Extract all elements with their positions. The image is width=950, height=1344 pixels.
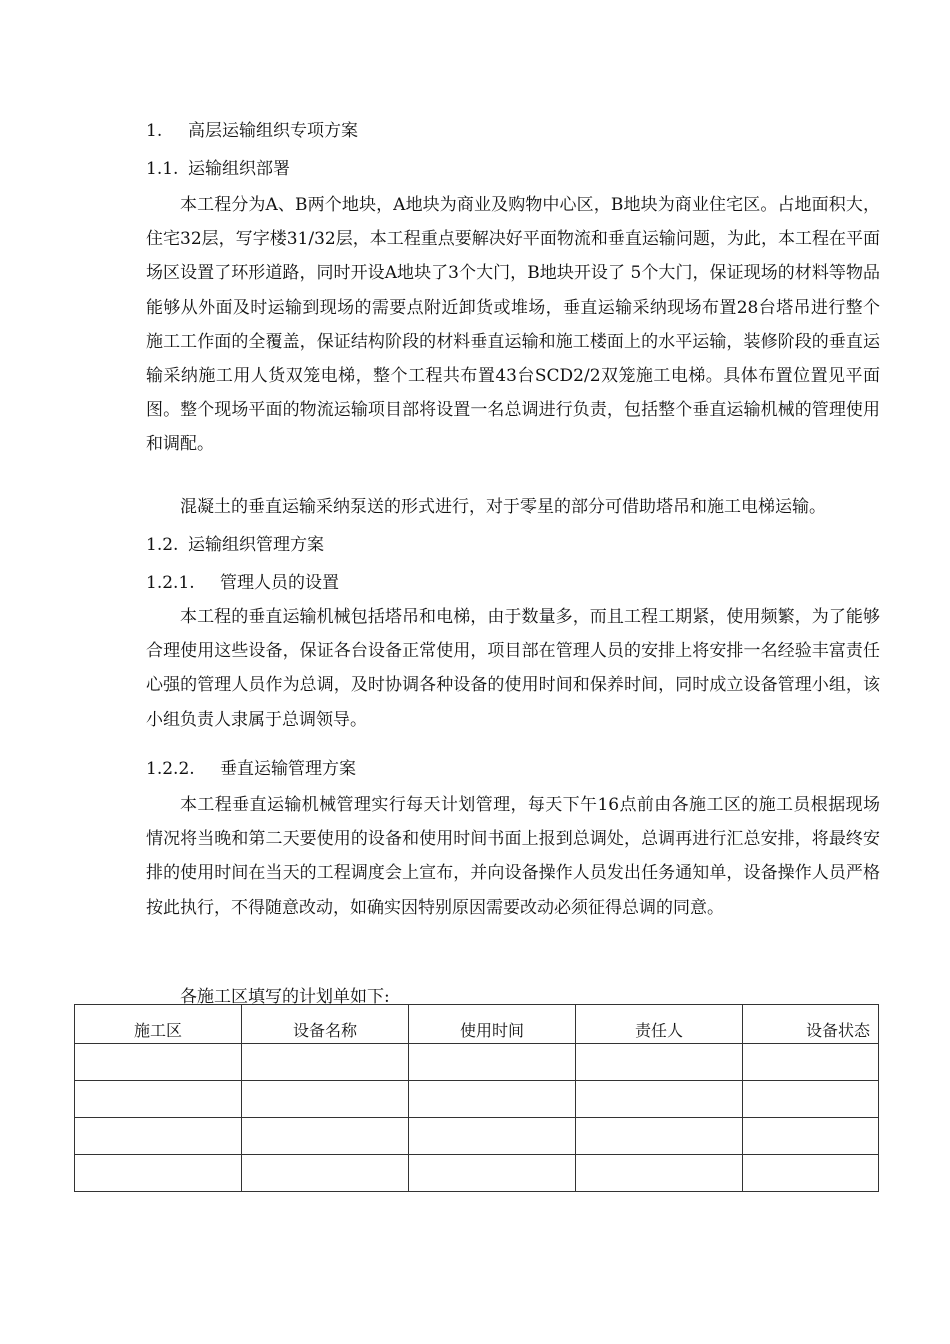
heading-section-1-2-2 <box>146 758 356 780</box>
table-cell <box>576 1081 743 1118</box>
table-cell <box>409 1118 576 1155</box>
table-cell <box>242 1155 409 1192</box>
column-header: 设备状态 <box>743 1005 879 1044</box>
table-cell <box>409 1044 576 1081</box>
table-cell <box>409 1155 576 1192</box>
column-header: 施工区 <box>75 1005 242 1044</box>
table-cell <box>743 1081 879 1118</box>
heading-number: 1.2.2. <box>146 759 195 779</box>
table-cell <box>576 1118 743 1155</box>
heading-section-1-2-1 <box>146 572 339 594</box>
heading-title: 管理人员的设置 <box>220 573 339 593</box>
heading-number: 1.2.1. <box>146 573 195 593</box>
heading-title: 运输组织部署 <box>188 159 290 179</box>
heading-number: 1.1. <box>146 159 179 179</box>
table-cell <box>743 1155 879 1192</box>
heading-number: 1.2. <box>146 535 179 555</box>
table-cell <box>743 1044 879 1081</box>
paragraph-personnel: 本工程的垂直运输机械包括塔吊和电梯，由于数量多，而且工程工期紧，使用频繁，为了能够合理使用这些设备，保证各台设备正常使用，项目部在管理人员的安排上将安排一名经验丰富责任心强的管理人员作为总调，及时协调各种设备的使用时间和保养时间，同时成立设备管理小组，该小组负责人隶属于总调领导。 <box>146 607 880 730</box>
table-cell <box>75 1155 242 1192</box>
column-header: 责任人 <box>576 1005 743 1044</box>
table-row <box>75 1081 879 1118</box>
column-header: 使用时间 <box>409 1005 576 1044</box>
table-cell <box>242 1118 409 1155</box>
heading-section-1 <box>146 120 358 142</box>
column-header: 设备名称 <box>242 1005 409 1044</box>
paragraph-concrete: 混凝土的垂直运输采纳泵送的形式进行，对于零星的部分可借助塔吊和施工电梯运输。 <box>180 497 826 517</box>
table-cell <box>75 1044 242 1081</box>
table-header-row <box>75 1005 879 1044</box>
table-cell <box>576 1155 743 1192</box>
paragraph-deployment: 本工程分为A、B两个地块，A地块为商业及购物中心区，B地块为商业住宅区。占地面积大，住宅32层，写字楼31/32层，本工程重点要解决好平面物流和垂直运输问题，为此，本工程在平面场区设置了环形道路，同时开设A地块了3个大门，B地块开设了 5个大门，保证现场的材料等物品能够从外面及时运输到现场的需要点附近卸货或堆场，垂直运输采纳现场布置28台塔吊进行整个施工工作面的全覆盖，保证结构阶段的材料垂直运输和施工楼面上的水平运输，装修阶段的垂直运输采纳施工用人货双笼电梯，整个工程共布置43台SCD2/2双笼施工电梯。具体布置位置见平面图。整个现场平面的物流运输项目部将设置一名总调进行负责，包括整个垂直运输机械的管理使用和调配。 <box>146 195 880 455</box>
paragraph-vertical-transport: 本工程垂直运输机械管理实行每天计划管理，每天下午16点前由各施工区的施工员根据现场情况将当晚和第二天要使用的设备和使用时间书面上报到总调处，总调再进行汇总安排，将最终安排的使用时间在当天的工程调度会上宣布，并向设备操作人员发出任务通知单，设备操作人员严格按此执行，不得随意改动，如确实因特别原因需要改动必须征得总调的同意。 <box>146 795 880 918</box>
table-row <box>75 1118 879 1155</box>
table-cell <box>743 1118 879 1155</box>
table-cell <box>576 1044 743 1081</box>
table-cell <box>242 1044 409 1081</box>
heading-number: 1. <box>146 121 163 141</box>
table-cell <box>75 1081 242 1118</box>
table-cell <box>409 1081 576 1118</box>
table-intro: 各施工区填写的计划单如下: <box>180 987 390 1007</box>
table-row <box>75 1155 879 1192</box>
heading-section-1-1 <box>146 158 290 180</box>
heading-title: 垂直运输管理方案 <box>220 759 356 779</box>
table-row <box>75 1044 879 1081</box>
heading-section-1-2 <box>146 534 324 556</box>
plan-table <box>74 1004 879 1192</box>
table-cell <box>242 1081 409 1118</box>
table-cell <box>75 1118 242 1155</box>
heading-title: 运输组织管理方案 <box>188 535 324 555</box>
heading-title: 高层运输组织专项方案 <box>188 121 358 141</box>
